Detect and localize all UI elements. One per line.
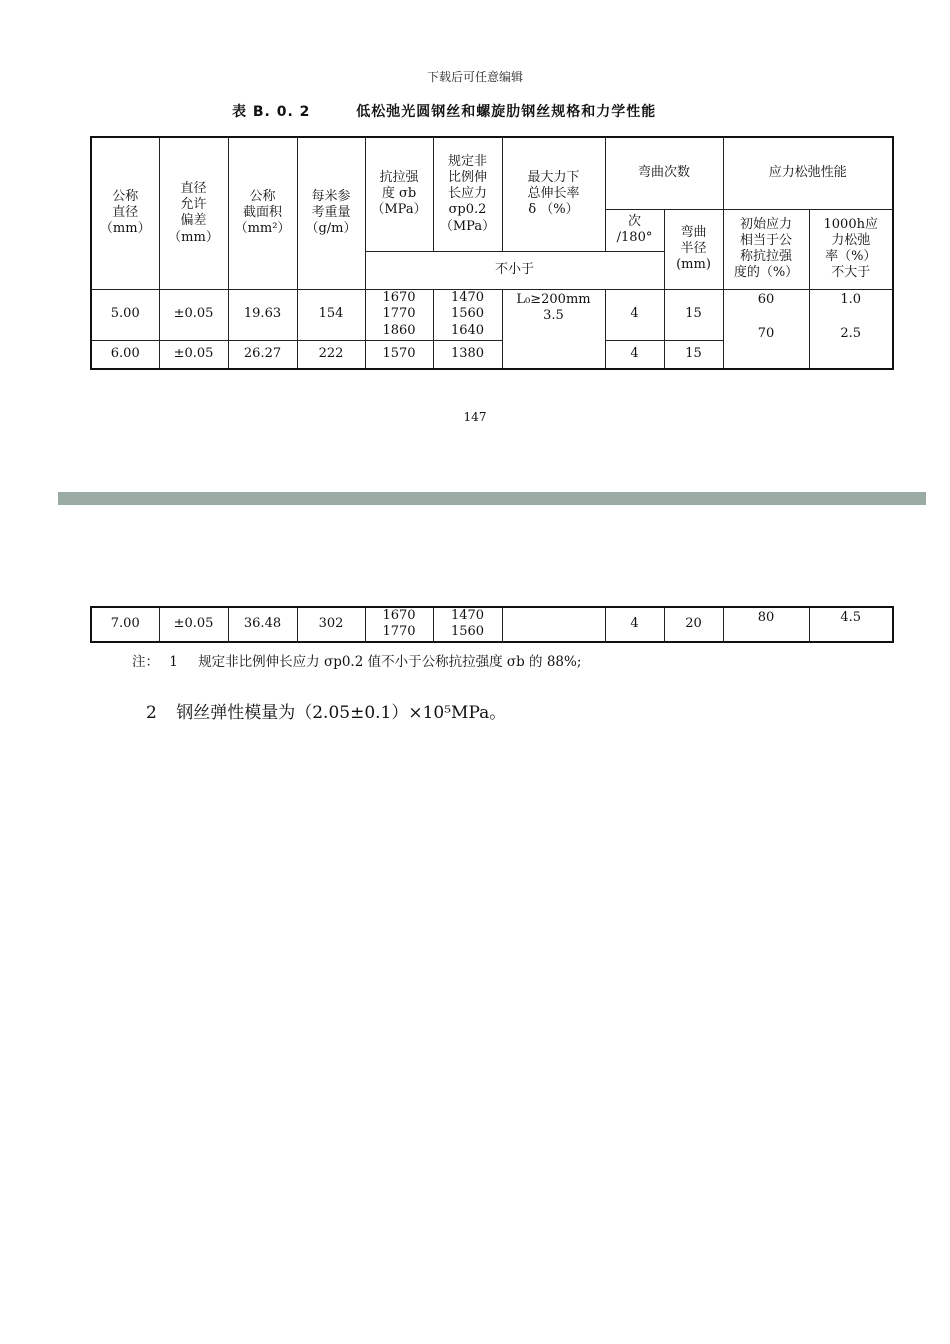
cell-bend-radius: 15: [664, 340, 723, 369]
cell-diameter: 7.00: [91, 607, 159, 642]
cell-diameter: 5.00: [91, 289, 159, 340]
header-bending: 弯曲次数: [605, 137, 723, 209]
cell-elongation: [502, 607, 605, 642]
note-label: 注：: [132, 654, 159, 670]
cell-area: 36.48: [228, 607, 297, 642]
header-weight-per-meter: 每米参 考重量 （g/m）: [297, 137, 365, 289]
header-diameter-tolerance: 直径 允许 偏差 （mm）: [159, 137, 228, 289]
note-1: [132, 650, 581, 670]
table-row: [91, 607, 893, 642]
cell-tensile: 1670 1770 1860: [365, 289, 433, 340]
cell-initial-stress: 80: [723, 607, 809, 642]
table-row: [91, 289, 893, 340]
page-number: 147: [463, 410, 487, 424]
note-2-text: 钢丝弹性模量为（2.05±0.1）×10⁵MPa。: [176, 703, 507, 723]
cell-diameter: 6.00: [91, 340, 159, 369]
cell-weight: 302: [297, 607, 365, 642]
header-bending-radius: 弯曲 半径 (mm): [664, 209, 723, 289]
header-relaxation: 应力松弛性能: [723, 137, 893, 209]
cell-proof: 1470 1560 1640: [433, 289, 502, 340]
header-nominal-area: 公称 截面积 （mm²）: [228, 137, 297, 289]
cell-elongation: L₀≥200mm 3.5: [502, 289, 605, 369]
header-note: 下载后可任意编辑: [426, 70, 523, 84]
header-proof-stress: 规定非 比例伸 长应力 σp0.2 （MPa）: [433, 137, 502, 251]
cell-relaxation-rate: 1.0 2.5: [809, 289, 893, 369]
cell-bend-count: 4: [605, 607, 664, 642]
header-elongation: 最大力下 总伸长率 δ （%）: [502, 137, 605, 251]
header-initial-stress: 初始应力 相当于公 称抗拉强 度的（%）: [723, 209, 809, 289]
spec-table: [90, 136, 894, 370]
cell-area: 26.27: [228, 340, 297, 369]
cell-weight: 222: [297, 340, 365, 369]
cell-bend-count: 4: [605, 340, 664, 369]
header-not-less-than: 不小于: [365, 251, 664, 289]
cell-tolerance: ±0.05: [159, 607, 228, 642]
cell-tolerance: ±0.05: [159, 340, 228, 369]
note-2-number: 2: [146, 703, 157, 723]
cell-bend-count: 4: [605, 289, 664, 340]
cell-initial-stress: 60 70: [723, 289, 809, 369]
note-2: [146, 698, 506, 723]
cell-tensile: 1670 1770: [365, 607, 433, 642]
spec-table-continued: [90, 606, 894, 643]
cell-area: 19.63: [228, 289, 297, 340]
note-1-text: 规定非比例伸长应力 σp0.2 值不小于公称抗拉强度 σb 的 88%;: [198, 654, 582, 670]
header-tensile-strength: 抗拉强 度 σb （MPa）: [365, 137, 433, 251]
cell-weight: 154: [297, 289, 365, 340]
cell-bend-radius: 20: [664, 607, 723, 642]
header-relaxation-rate: 1000h应 力松弛 率（%） 不大于: [809, 209, 893, 289]
table-number: 表 B. 0. 2: [232, 104, 311, 120]
page-divider: [58, 492, 926, 505]
cell-bend-radius: 15: [664, 289, 723, 340]
cell-proof: 1380: [433, 340, 502, 369]
note-1-number: 1: [169, 654, 178, 670]
cell-relaxation-rate: 4.5: [809, 607, 893, 642]
table-title: [232, 101, 656, 121]
header-bending-count: 次 /180°: [605, 209, 664, 251]
cell-tensile: 1570: [365, 340, 433, 369]
cell-tolerance: ±0.05: [159, 289, 228, 340]
cell-proof: 1470 1560: [433, 607, 502, 642]
table-title-text: 低松弛光圆钢丝和螺旋肋钢丝规格和力学性能: [356, 104, 657, 120]
header-nominal-diameter: 公称 直径 （mm）: [91, 137, 159, 289]
